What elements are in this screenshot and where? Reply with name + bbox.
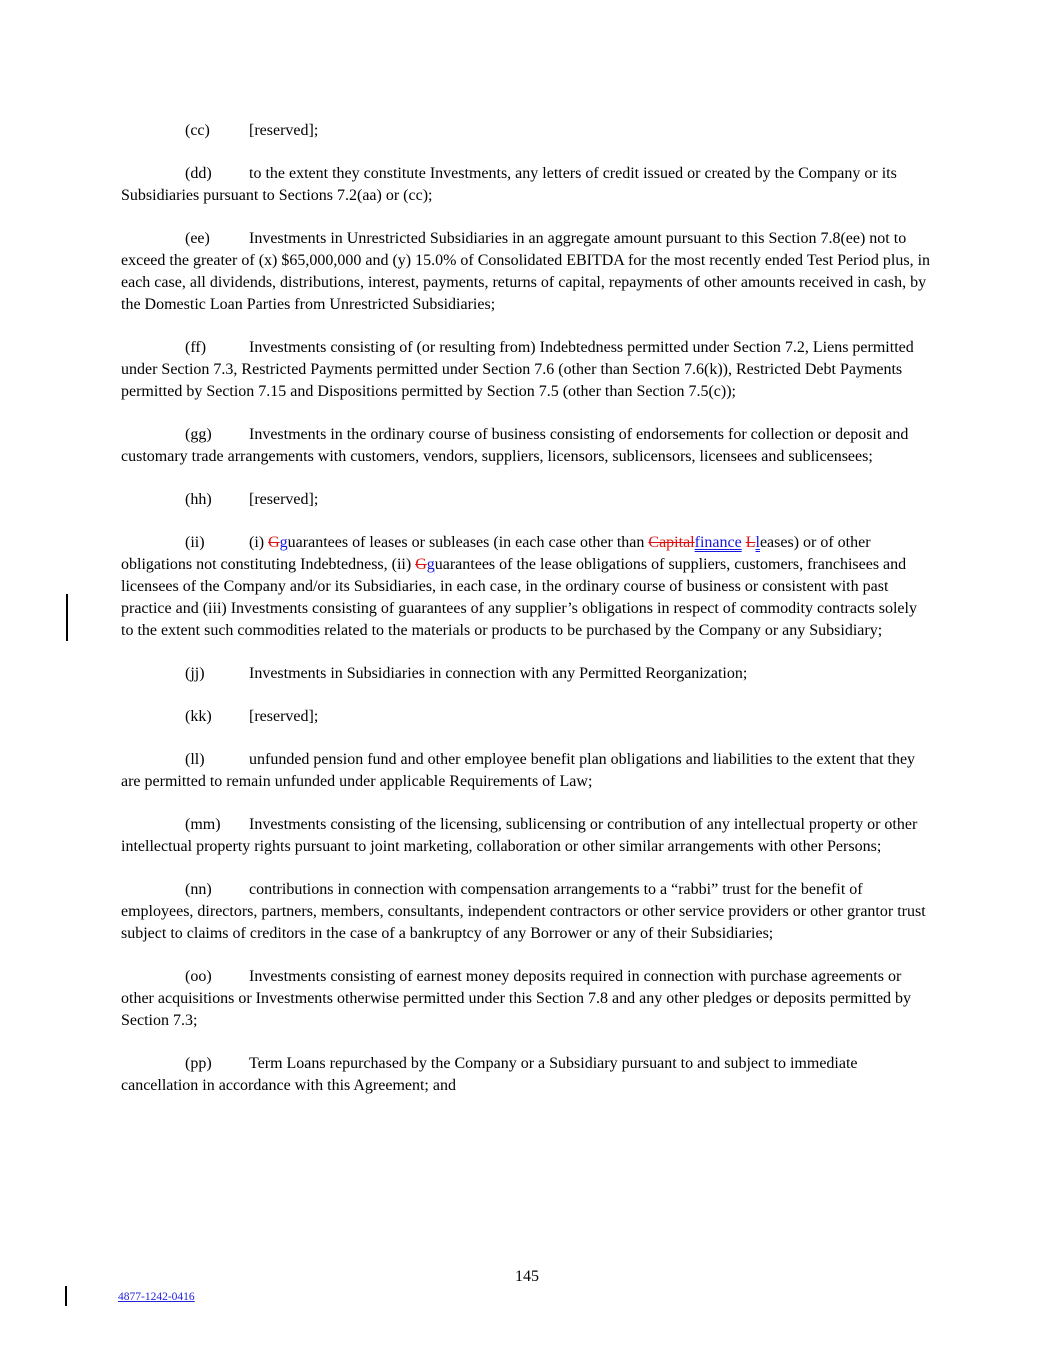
clause-text: uarantees of the lease obligations of suppliers, customers, franchisees and licensees of the Company and/or its Subsidiaries, in each case, in the ordinary course of business or consistent with past practice and (iii) Investments consisting of guarantees of any supplier’s obligations in respect of commodity contracts solely to the extent such commodities related to the materials or products to be purchased by the Company or any Subsidiary;: [121, 556, 917, 639]
paragraph-dd: [121, 163, 933, 207]
revision-change-bar-footer: [65, 1286, 67, 1306]
clause-label: (kk): [185, 708, 212, 725]
paragraph-cc: [121, 120, 933, 142]
inserted-text: l: [755, 534, 760, 551]
clause-text: uarantees of leases or subleases (in each case other than: [287, 534, 649, 551]
clause-text: unfunded pension fund and other employee benefit plan obligations and liabilities to the extent that they are permitted to remain unfunded under applicable Requirements of Law;: [121, 751, 916, 790]
clause-text: [reserved];: [249, 122, 319, 139]
paragraph-ee: [121, 228, 933, 316]
clause-label: (gg): [185, 426, 212, 443]
clause-label: (pp): [185, 1055, 212, 1072]
inserted-text: g: [426, 556, 435, 573]
paragraph-oo: [121, 966, 933, 1032]
paragraph-kk: [121, 706, 933, 728]
clause-label: (ee): [185, 230, 210, 247]
clause-label: (nn): [185, 881, 212, 898]
deleted-text: G: [415, 556, 427, 573]
paragraph-ff: [121, 337, 933, 403]
clause-label: (cc): [185, 122, 210, 139]
clause-label: (hh): [185, 491, 212, 508]
clause-text: Investments consisting of earnest money deposits required in connection with purchase agreements or other acquisitions or Investments otherwise permitted under this Section 7.8 and any other pledges or deposits permitted by Section 7.3;: [121, 968, 912, 1029]
page-number: 145: [515, 1268, 539, 1285]
clause-text: contributions in connection with compensation arrangements to a “rabbi” trust for the benefit of employees, directors, partners, members, consultants, independent contractors or other service providers or other grantor trust subject to claims of creditors in the case of a bankruptcy of any Borrower or any of their Subsidiaries;: [121, 881, 926, 942]
paragraph-gg: [121, 424, 933, 468]
clause-text: Investments consisting of the licensing, sublicensing or contribution of any intellectual property or other intellectual property rights pursuant to joint marketing, collaboration or other similar arrangements with other Persons;: [121, 816, 918, 855]
clause-label: (oo): [185, 968, 212, 985]
inserted-text: g: [279, 534, 288, 551]
clause-label: (jj): [185, 665, 205, 682]
clause-text: [reserved];: [249, 491, 319, 508]
paragraph-mm: [121, 814, 933, 858]
paragraph-nn: [121, 879, 933, 945]
revision-change-bar: [66, 594, 68, 641]
deleted-text: L: [745, 534, 756, 551]
clause-label: (ll): [185, 751, 205, 768]
paragraph-jj: [121, 663, 933, 685]
paragraph-ll: [121, 749, 933, 793]
document-body: [121, 120, 933, 1118]
clause-text: [reserved];: [249, 708, 319, 725]
clause-text: Investments in Subsidiaries in connection with any Permitted Reorganization;: [249, 665, 748, 682]
clause-text: Investments in Unrestricted Subsidiaries in an aggregate amount pursuant to this Section 7.8(ee) not to exceed the greater of (x) $65,000,000 and (y) 15.0% of Consolidated EBITDA for the most recently ended Test Period plus, in each case, all dividends, distributions, interest, payments, returns of capital, repayments of other amounts received in cash, by the Domestic Loan Parties from Unrestricted Subsidiaries;: [121, 230, 931, 313]
clause-label: (ff): [185, 339, 207, 356]
deleted-text: Capital: [648, 534, 695, 551]
clause-text: eases) or of other obligations not constituting Indebtedness, (ii): [121, 534, 871, 573]
clause-text: Investments consisting of (or resulting from) Indebtedness permitted under Section 7.2, Liens permitted under Section 7.3, Restricted Payments permitted under Section 7.6 (other than Section 7.6(k)), Restricted Debt Payments permitted by Section 7.15 and Dispositions permitted by Section 7.5 (other than Section 7.5(c));: [121, 339, 914, 400]
clause-label: (dd): [185, 165, 212, 182]
clause-label: (ii): [185, 534, 205, 551]
paragraph-pp: [121, 1053, 933, 1097]
clause-text: to the extent they constitute Investments, any letters of credit issued or created by the Company or its Subsidiaries pursuant to Sections 7.2(aa) or (cc);: [121, 165, 897, 204]
clause-text: Term Loans repurchased by the Company or a Subsidiary pursuant to and subject to immediate cancellation in accordance with this Agreement; and: [121, 1055, 858, 1094]
clause-text: Investments in the ordinary course of business consisting of endorsements for collection or deposit and customary trade arrangements with customers, vendors, suppliers, licensors, sublicensors, licensees and sublicensees;: [121, 426, 909, 465]
clause-label: (mm): [185, 816, 221, 833]
deleted-text: G: [268, 534, 280, 551]
inserted-text: finance: [694, 534, 742, 551]
paragraph-ii: [121, 532, 933, 642]
paragraph-hh: [121, 489, 933, 511]
document-control-number: 4877-1242-0416: [118, 1291, 195, 1303]
clause-text: (i): [249, 534, 269, 551]
